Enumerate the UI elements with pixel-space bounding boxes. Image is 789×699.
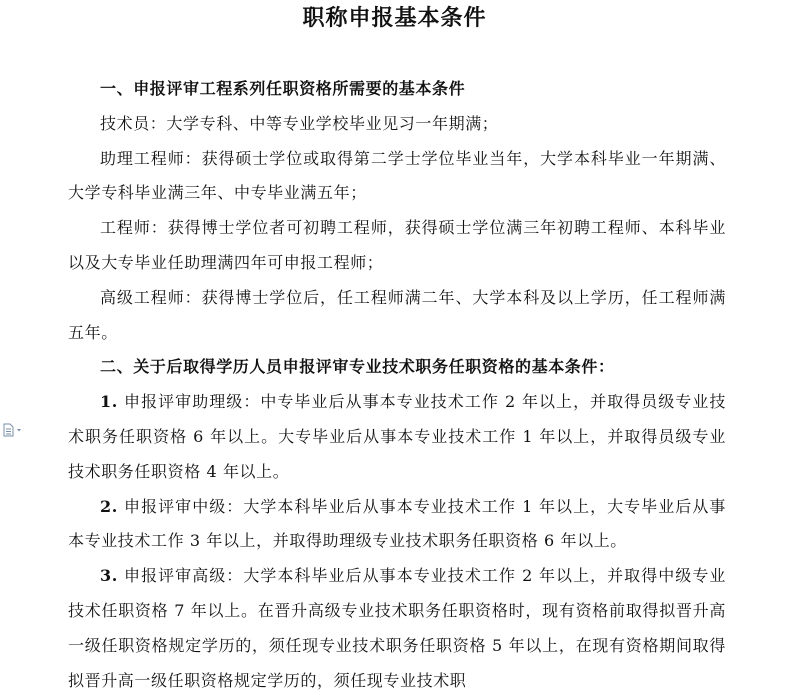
paragraph-senior-engineer: 高级工程师：获得博士学位后，任工程师满二年、大学本科及以上学历，任工程师满五年。 bbox=[68, 287, 726, 342]
paragraph-assistant-engineer: 助理工程师：获得硕士学位或取得第二学士学位毕业当年，大学本科毕业一年期满、大学专科毕业满三年、中专毕业满五年； bbox=[68, 148, 726, 203]
item-text: 申报评审高级：大学本科毕业后从事本专业技术工作 2 年以上，并取得中级专业技术任职资格 7 年以上。在晋升高级专业技术职务任职资格时，现有资格前取得拟晋升高一级任职资格规定学历的，须任现专业技术职务任职资格 5 年以上，在现有资格期间取得拟晋升高一级任职资格规定学历的，须任现专业技术职 bbox=[68, 566, 726, 690]
numbered-item-2 bbox=[68, 490, 726, 560]
item-text: 申报评审助理级：中专毕业后从事本专业技术工作 2 年以上，并取得员级专业技术职务任职资格 6 年以上。大专毕业后从事本专业技术工作 1 年以上，并取得员级专业技术职务任职资格 4 年以上。 bbox=[68, 392, 726, 481]
item-number: 2. bbox=[100, 496, 118, 516]
numbered-item-1 bbox=[68, 385, 726, 489]
paragraph-engineer: 工程师：获得博士学位者可初聘工程师，获得硕士学位满三年初聘工程师、本科毕业以及大专毕业任助理满四年可申报工程师； bbox=[68, 218, 726, 272]
paragraph-technician: 技术员：大学专科、中等专业学校毕业见习一年期满； bbox=[100, 113, 499, 133]
section-heading-2: 二、关于后取得学历人员申报评审专业技术职务任职资格的基本条件： bbox=[100, 357, 615, 377]
item-number: 3. bbox=[100, 566, 118, 586]
page-title: 职称申报基本条件 bbox=[302, 5, 487, 31]
document-body bbox=[68, 72, 726, 698]
document-options-icon[interactable] bbox=[2, 422, 24, 436]
numbered-item-3 bbox=[68, 559, 726, 698]
item-text: 申报评审中级：大学本科毕业后从事本专业技术工作 1 年以上，大专毕业后从事本专业技术工作 3 年以上，并取得助理级专业技术职务任职资格 6 年以上。 bbox=[68, 496, 726, 551]
item-number: 1. bbox=[100, 392, 118, 412]
section-heading-1: 一、申报评审工程系列任职资格所需要的基本条件 bbox=[100, 79, 466, 98]
